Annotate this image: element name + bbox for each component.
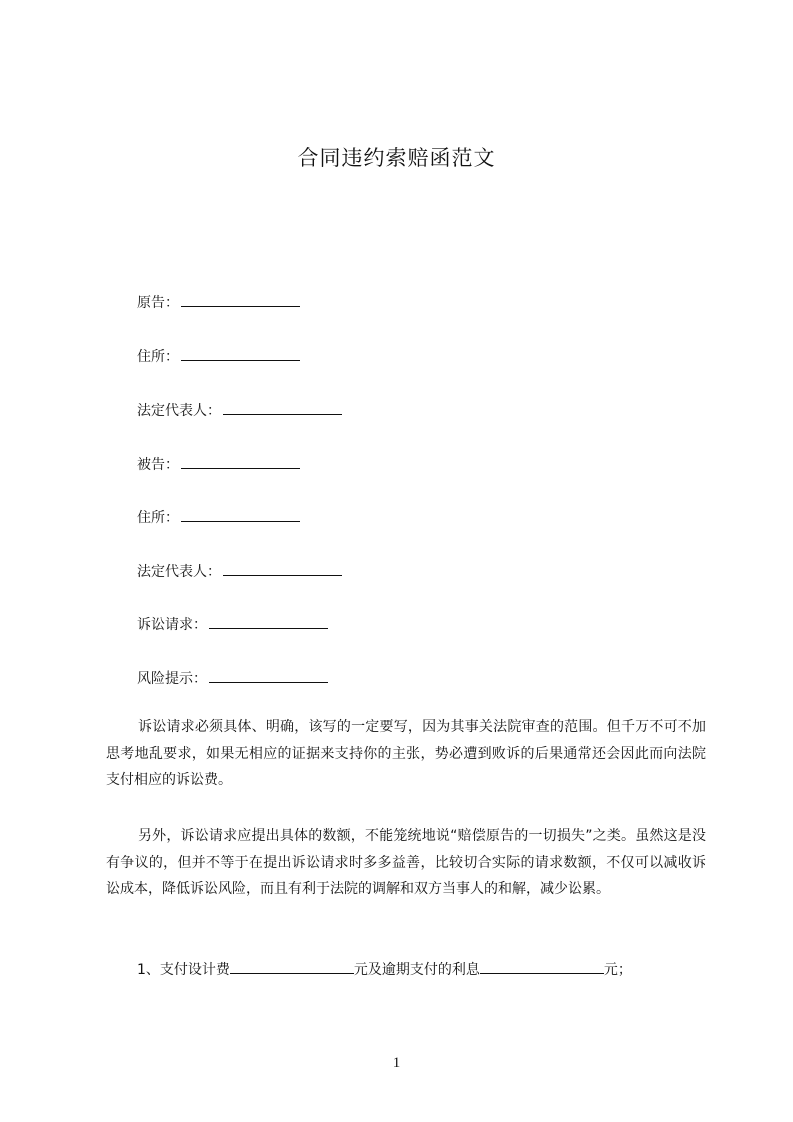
fill-blank-line — [230, 958, 354, 974]
defendant-address-field — [137, 506, 300, 528]
field-label: 风险提示： — [137, 671, 207, 687]
field-label: 住所： — [137, 510, 179, 526]
document-title: 合同违约索赔函范文 — [297, 146, 496, 170]
fill-blank-line — [223, 399, 342, 415]
risk-warning-field — [137, 667, 328, 689]
claim-item-middle: 元及逾期支付的利息 — [353, 962, 480, 978]
claim-item-1 — [137, 958, 632, 980]
claims-field — [137, 613, 328, 635]
plaintiff-address-field — [137, 345, 300, 367]
claim-item-prefix: 1、支付设计费 — [137, 962, 230, 978]
fill-blank-line — [181, 291, 300, 307]
fill-blank-line — [209, 667, 328, 683]
paragraph-claims-requirements: 诉讼请求必须具体、明确，该写的一定要写，因为其事关法院审查的范围。但千万不可不加思考地乱要求，如果无相应的证据来支持你的主张，势必遭到败诉的后果通常还会因此而向法院支付相应的诉讼费。 — [106, 719, 706, 788]
fill-blank-line — [209, 613, 328, 629]
fill-blank-line — [181, 453, 300, 469]
fill-blank-line — [181, 506, 300, 522]
field-label: 法定代表人： — [137, 403, 221, 419]
fill-blank-line — [181, 345, 300, 361]
field-label: 法定代表人： — [137, 564, 221, 580]
plaintiff-field — [137, 291, 300, 313]
claim-item-suffix: 元； — [603, 962, 632, 978]
defendant-field — [137, 453, 300, 475]
paragraph-claims-amount: 另外，诉讼请求应提出具体的数额，不能笼统地说“赔偿原告的一切损失”之类。虽然这是没有争议的，但并不等于在提出诉讼请求时多多益善，比较切合实际的请求数额，不仅可以减收诉讼成本，降低诉讼风险，而且有利于法院的调解和双方当事人的和解，减少讼累。 — [106, 828, 706, 897]
field-label: 住所： — [137, 349, 179, 365]
field-label: 诉讼请求： — [137, 617, 207, 633]
plaintiff-legal-rep-field — [137, 399, 342, 421]
field-label: 原告： — [137, 295, 179, 311]
fill-blank-line — [480, 958, 604, 974]
fill-blank-line — [223, 560, 342, 576]
defendant-legal-rep-field — [137, 560, 342, 582]
field-label: 被告： — [137, 457, 179, 473]
page-number: 1 — [392, 1055, 401, 1071]
